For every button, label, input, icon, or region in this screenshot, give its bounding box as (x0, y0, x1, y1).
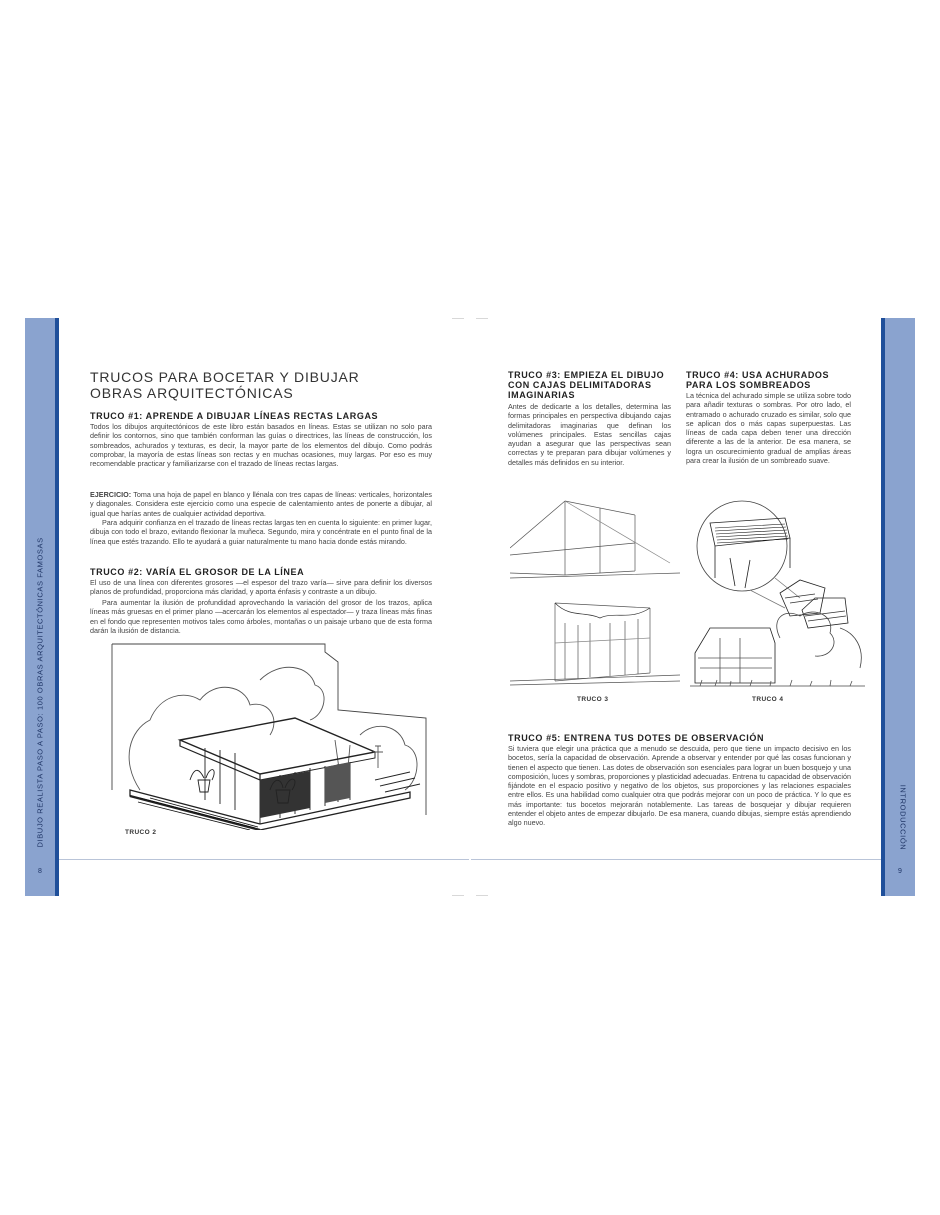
tip3-body: Antes de dedicarte a los detalles, determina las formas principales en perspectiva dibujando cajas delimitadoras imaginarias que definan los volúmenes principales. Estas sencillas cajas ayudan a asegurar que las perspectivas sean correctas y te preparan para dibujar volúmenes y detalles más definidos en su interior. (508, 402, 671, 467)
truco4-hatching-sketch (690, 498, 870, 698)
exercise-body-2: Para adquirir confianza en el trazado de líneas rectas largas ten en cuenta lo siguiente: en primer lugar, dibuja con todo el brazo, evitando flexionar la muñeca. Segundo, mira y concéntrate en el punto final de la línea que estés trazando. Ello te ayudará a guiar naturalmente tu mano hacia donde estás mirando. (90, 518, 432, 546)
tip5-body: Si tuviera que elegir una práctica que a menudo se descuida, pero que tiene un impacto decisivo en los bocetos, sería la capacidad de observación. Aprende a observar y entender por qué las cosas funcionan y tienen el aspecto que tienen. Las dotes de observación son esenciales para lograr un buen bosquejo y una composición, luces y sombras, proporciones y plasticidad adecuadas. Entrena tu capacidad de observación fijándote en el espacio positivo y negativo de los objetos, sus proporciones y las relaciones espaciales entre ellos. Es una habilidad como cualquier otra que podrás mejorar con un poco de práctica. Y lo que es más importante: tus bocetos mejorarán notablemente. Las tareas de bosquejar y dibujar requieren entender el objeto antes de empezar dibujarlo. De esa manera, cuando dibujas, siempre estás aprendiendo algo nuevo. (508, 744, 851, 828)
tip4-body: La técnica del achurado simple se utiliza sobre todo para añadir texturas o sombras. Por otro lado, el entramado o achurado cruzado es similar, solo que se aplican dos o más capas superpuestas. Las líneas de cada capa deben tener una dirección diferente a las de la anterior. De esa manera, se logra un oscurecimiento gradual de amplias áreas para crear la ilusión de un sombreado suave. (686, 391, 852, 466)
page-title-line1: TRUCOS PARA BOCETAR Y DIBUJAR (90, 369, 360, 385)
tip2-body: El uso de una línea con diferentes grosores —el espesor del trazo varía— sirve para definir los diversos planos de profundidad, proporciona más claridad, y aporta énfasis y contraste a un dibujo. (90, 578, 432, 597)
right-spine-label: INTRODUCCIÓN (898, 784, 908, 851)
truco3-bounding-box-sketch (510, 493, 685, 693)
tip1-heading: TRUCO #1: APRENDE A DIBUJAR LÍNEAS RECTAS LARGAS (90, 411, 379, 421)
book-spread (25, 318, 915, 896)
crop-mark (452, 318, 464, 319)
truco2-house-sketch (110, 640, 430, 830)
exercise-body: Toma una hoja de papel en blanco y llénala con tres capas de líneas: verticales, horizontales y diagonales. Considera este ejercicio como una especie de calentamiento antes de ponerte a dibujar, al igual que harías antes de cualquier actividad deportiva. (90, 490, 432, 518)
right-footer-rule (471, 859, 881, 860)
tip1-body: Todos los dibujos arquitectónicos de este libro están basados en líneas. Estas se utilizan no solo para definir los contornos, sino que también conforman las guías o directrices, las líneas de construcción, los sombreados, achurados y texturas, es decir, la mayor parte de los elementos del dibujo. Como podrás comprobar, la mayoría de estas líneas son rectas y en muchas ocasiones, muy largas. Por eso es muy recomendable practicar y familiarizarse con el trazado de líneas rectas largas. (90, 422, 432, 469)
tip4-heading: TRUCO #4: USA ACHURADOS PARA LOS SOMBREADOS (686, 370, 830, 390)
crop-mark (476, 318, 488, 319)
crop-mark (452, 895, 464, 896)
page-title-line2: OBRAS ARQUITECTÓNICAS (90, 385, 294, 401)
left-spine-label: DIBUJO REALISTA PASO A PASO: 100 OBRAS ARQUITECTÓNICAS FAMOSAS (35, 537, 45, 848)
left-band-line (55, 318, 59, 896)
caption-truco4: TRUCO 4 (752, 696, 784, 703)
exercise-paragraph (90, 490, 432, 518)
tip3-heading: TRUCO #3: EMPIEZA EL DIBUJO CON CAJAS DELIMITADORAS IMAGINARIAS (508, 370, 665, 400)
page-title (90, 369, 420, 401)
tip5-heading: TRUCO #5: ENTRENA TUS DOTES DE OBSERVACIÓN (508, 733, 765, 743)
left-footer-rule (59, 859, 469, 860)
crop-mark (476, 895, 488, 896)
tip2-heading: TRUCO #2: VARÍA EL GROSOR DE LA LÍNEA (90, 567, 305, 577)
left-page-number: 8 (38, 868, 42, 875)
exercise-label: EJERCICIO: (90, 490, 132, 499)
caption-truco2: TRUCO 2 (125, 829, 157, 836)
caption-truco3: TRUCO 3 (577, 696, 609, 703)
tip2-body-2: Para aumentar la ilusión de profundidad aprovechando la variación del grosor de los trazos, aplica líneas más gruesas en el primer plano —acercarán los elementos al espectador— y traza líneas más finas en el fondo que representen motivos tales como árboles, montañas o un paisaje urbano que de esta forma darán la ilusión de distancia. (90, 598, 432, 635)
right-band-line (881, 318, 885, 896)
right-page-number: 9 (898, 868, 902, 875)
